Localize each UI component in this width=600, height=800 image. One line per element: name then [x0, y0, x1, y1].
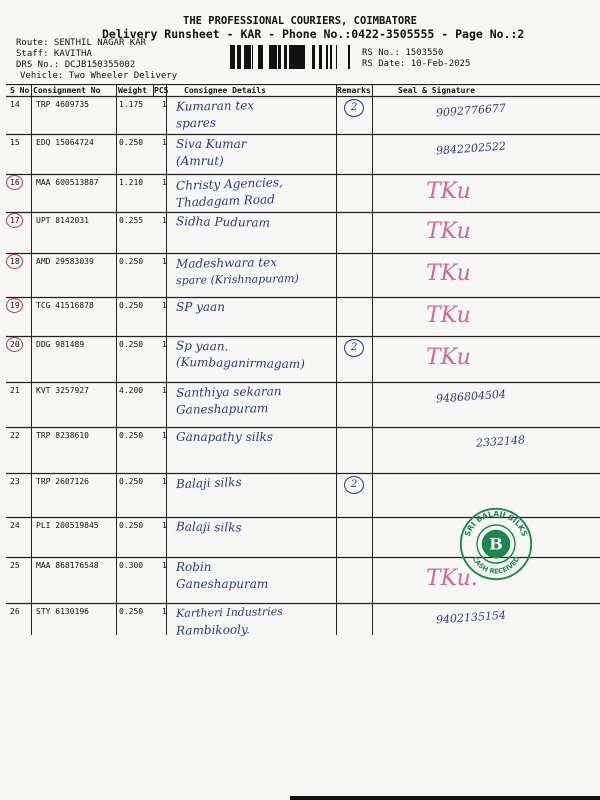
barcode-bar — [312, 45, 315, 69]
barcode-bar — [271, 45, 274, 69]
row-pcs: 1 — [162, 100, 167, 109]
barcode-bar — [260, 45, 261, 69]
row-pcs: 1 — [162, 340, 167, 349]
row-weight: 0.250 — [119, 607, 144, 616]
row-pcs: 1 — [162, 178, 167, 187]
barcode-bar — [246, 45, 249, 69]
row-consignment-no: UPT 8142031 — [36, 216, 89, 225]
row-consignee-line: Christy Agencies, — [175, 175, 284, 193]
row-consignee-line: Rambikooly. — [175, 622, 251, 638]
row-consignment-no: TRP 4609735 — [36, 100, 89, 109]
barcode-bar — [297, 45, 298, 69]
stamp-bottom-text: CASH RECEIVED — [470, 555, 522, 576]
row-weight: 1.175 — [119, 100, 144, 109]
barcode-bar — [232, 45, 234, 69]
row-sno: 25 — [10, 561, 20, 570]
row-consignee-line: spare (Krishnapuram) — [175, 271, 299, 288]
row-consignment-no: MAA 868176548 — [36, 561, 99, 570]
stamp-letter: B — [489, 534, 503, 554]
row-consignment-no: AMD 29583039 — [36, 257, 94, 266]
row-weight: 0.250 — [119, 301, 144, 310]
row-consignment-no: PLI 200519845 — [36, 521, 99, 530]
row-signature-phone: 2332148 — [475, 433, 526, 450]
column-header-s-no: S No — [10, 86, 30, 95]
row-sno: 23 — [10, 477, 20, 486]
row-weight: 4.200 — [119, 386, 144, 395]
barcode-bar — [234, 45, 235, 69]
row-consignee-line: Santhiya sekaran — [175, 384, 282, 400]
barcode-bar — [326, 45, 328, 69]
drs-number: DRS No.: DCJB150355002 — [16, 60, 136, 70]
barcode-bar — [274, 45, 277, 69]
row-consignee-line: Thadagam Road — [175, 192, 276, 210]
row-signature-phone: 9402135154 — [435, 608, 507, 627]
row-weight: 0.250 — [119, 340, 144, 349]
row-consignee-line: Ganeshapuram — [175, 401, 269, 417]
serial-circle-mark — [6, 337, 23, 352]
barcode-bar — [261, 45, 263, 69]
barcode-bar — [291, 45, 294, 69]
row-pcs: 1 — [162, 607, 167, 616]
barcode-bar — [330, 45, 331, 69]
runsheet-title: Delivery Runsheet - KAR - Phone No.:0422-3505555 - Page No.:2 — [102, 27, 525, 41]
barcode-bar — [319, 45, 322, 69]
barcode-bar — [240, 45, 241, 69]
barcode-bar — [278, 45, 281, 69]
row-consignee-line: (Amrut) — [176, 154, 224, 168]
row-signature-phone: 9486804504 — [435, 387, 507, 406]
serial-circle-mark — [6, 213, 23, 228]
row-sno: 22 — [10, 431, 20, 440]
row-sno: 15 — [10, 138, 20, 147]
row-pcs: 1 — [162, 521, 167, 530]
staff: Staff: KAVITHA — [16, 49, 92, 59]
row-sno: 14 — [10, 100, 20, 109]
serial-circle-mark — [6, 254, 23, 269]
row-signature-initials: TKu — [426, 218, 471, 244]
row-signature-initials: TKu — [426, 302, 471, 328]
row-consignment-no: TRP 2607126 — [36, 477, 89, 486]
column-header-pcs: PCS — [154, 86, 169, 95]
row-consignee-line: Robin — [176, 560, 212, 574]
barcode — [230, 45, 350, 69]
barcode-bar — [331, 45, 332, 69]
row-pcs: 1 — [162, 138, 167, 147]
row-consignee-line: spares — [175, 115, 217, 131]
barcode-bar — [269, 45, 271, 69]
row-consignee-line: Balaji silks — [175, 519, 242, 535]
row-pcs: 1 — [162, 386, 167, 395]
column-header-remarks: Remarks — [337, 86, 371, 95]
row-remark-mark: 2 — [344, 99, 364, 117]
barcode-bar — [303, 45, 305, 69]
row-weight: 0.255 — [119, 216, 144, 225]
serial-circle-mark — [6, 298, 23, 313]
row-weight: 0.250 — [119, 431, 144, 440]
row-signature-phone: 9092776677 — [435, 101, 507, 120]
row-consignee-line: Ganapathy silks — [176, 430, 273, 444]
barcode-bar — [301, 45, 303, 69]
row-consignee-line: Ganeshapuram — [176, 577, 269, 591]
row-sno: 20 — [10, 340, 20, 349]
row-pcs: 1 — [162, 257, 167, 266]
row-weight: 0.250 — [119, 257, 144, 266]
row-signature-initials: TKu — [426, 179, 471, 204]
column-header-seal-signature: Seal & Signature — [398, 86, 476, 95]
row-signature-initials: TKu. — [426, 566, 478, 591]
row-weight: 1.210 — [119, 178, 144, 187]
barcode-bar — [252, 45, 253, 69]
row-sno: 21 — [10, 386, 20, 395]
row-consignee-line: Kartheri Industries — [175, 605, 283, 620]
row-signature-initials: TKu — [426, 261, 471, 286]
row-pcs: 1 — [162, 431, 167, 440]
barcode-bar — [298, 45, 301, 69]
row-consignee-line: (Kumbaganirmagam) — [175, 354, 306, 372]
row-sno: 19 — [10, 301, 20, 310]
row-consignee-line: Sp yaan. — [175, 338, 229, 354]
row-pcs: 1 — [162, 477, 167, 486]
row-weight: 0.250 — [119, 477, 144, 486]
row-signature-initials: TKu — [426, 345, 471, 370]
barcode-bar — [230, 45, 232, 69]
row-sno: 16 — [10, 178, 20, 187]
rs-number: RS No.: 1503550 — [362, 48, 444, 58]
row-consignment-no: DDG 981489 — [36, 340, 85, 349]
row-sno: 24 — [10, 521, 20, 530]
barcode-bar — [258, 45, 260, 69]
barcode-bar — [289, 45, 291, 69]
row-pcs: 1 — [162, 216, 167, 225]
row-signature-phone: 9842202522 — [435, 139, 507, 158]
row-consignee-line: Balaji silks — [175, 474, 242, 492]
row-weight: 0.250 — [119, 138, 144, 147]
row-pcs: 1 — [162, 301, 167, 310]
row-sno: 17 — [10, 216, 20, 225]
row-weight: 0.250 — [119, 521, 144, 530]
footer-bar — [290, 796, 600, 800]
vehicle: Vehicle: Two Wheeler Delivery — [20, 71, 178, 81]
rs-date: RS Date: 10-Feb-2025 — [362, 59, 471, 69]
row-consignee-line: Siva Kumar — [176, 137, 247, 151]
row-consignment-no: EDQ 15064724 — [36, 138, 94, 147]
row-consignee-line: Kumaran tex — [175, 98, 255, 114]
row-remark-mark: 2 — [344, 476, 364, 494]
row-consignee-line: SP yaan — [176, 300, 225, 314]
barcode-bar — [237, 45, 240, 69]
row-consignment-no: TCG 41516878 — [36, 301, 94, 310]
row-consignee-line: Madeshwara tex — [175, 255, 278, 271]
row-sno: 18 — [10, 257, 20, 266]
row-consignment-no: KVT 3257927 — [36, 386, 89, 395]
row-sno: 26 — [10, 607, 20, 616]
sri-balaji-silks-stamp — [458, 506, 534, 582]
row-consignment-no: MAA 600513887 — [36, 178, 99, 187]
row-remark-mark: 2 — [344, 339, 364, 357]
column-header-consignment-no: Consignment No — [33, 86, 101, 95]
barcode-bar — [294, 45, 297, 69]
company-name: THE PROFESSIONAL COURIERS, COIMBATORE — [183, 15, 417, 27]
barcode-bar — [348, 45, 350, 69]
column-header-weight: Weight — [118, 86, 147, 95]
row-consignment-no: STY 6130196 — [36, 607, 89, 616]
serial-circle-mark — [6, 175, 23, 190]
row-pcs: 1 — [162, 561, 167, 570]
barcode-bar — [249, 45, 251, 69]
row-consignment-no: TRP 8238610 — [36, 431, 89, 440]
barcode-bar — [336, 45, 337, 69]
row-weight: 0.300 — [119, 561, 144, 570]
barcode-bar — [284, 45, 287, 69]
barcode-bar — [244, 45, 246, 69]
route: Route: SENTHIL NAGAR KAR — [16, 38, 147, 48]
row-consignee-line: Sidha Puduram — [175, 214, 271, 230]
stamp-top-text: SRI BALAJI SILKS — [462, 509, 530, 538]
column-header-consignee-details: Consignee Details — [184, 86, 266, 95]
